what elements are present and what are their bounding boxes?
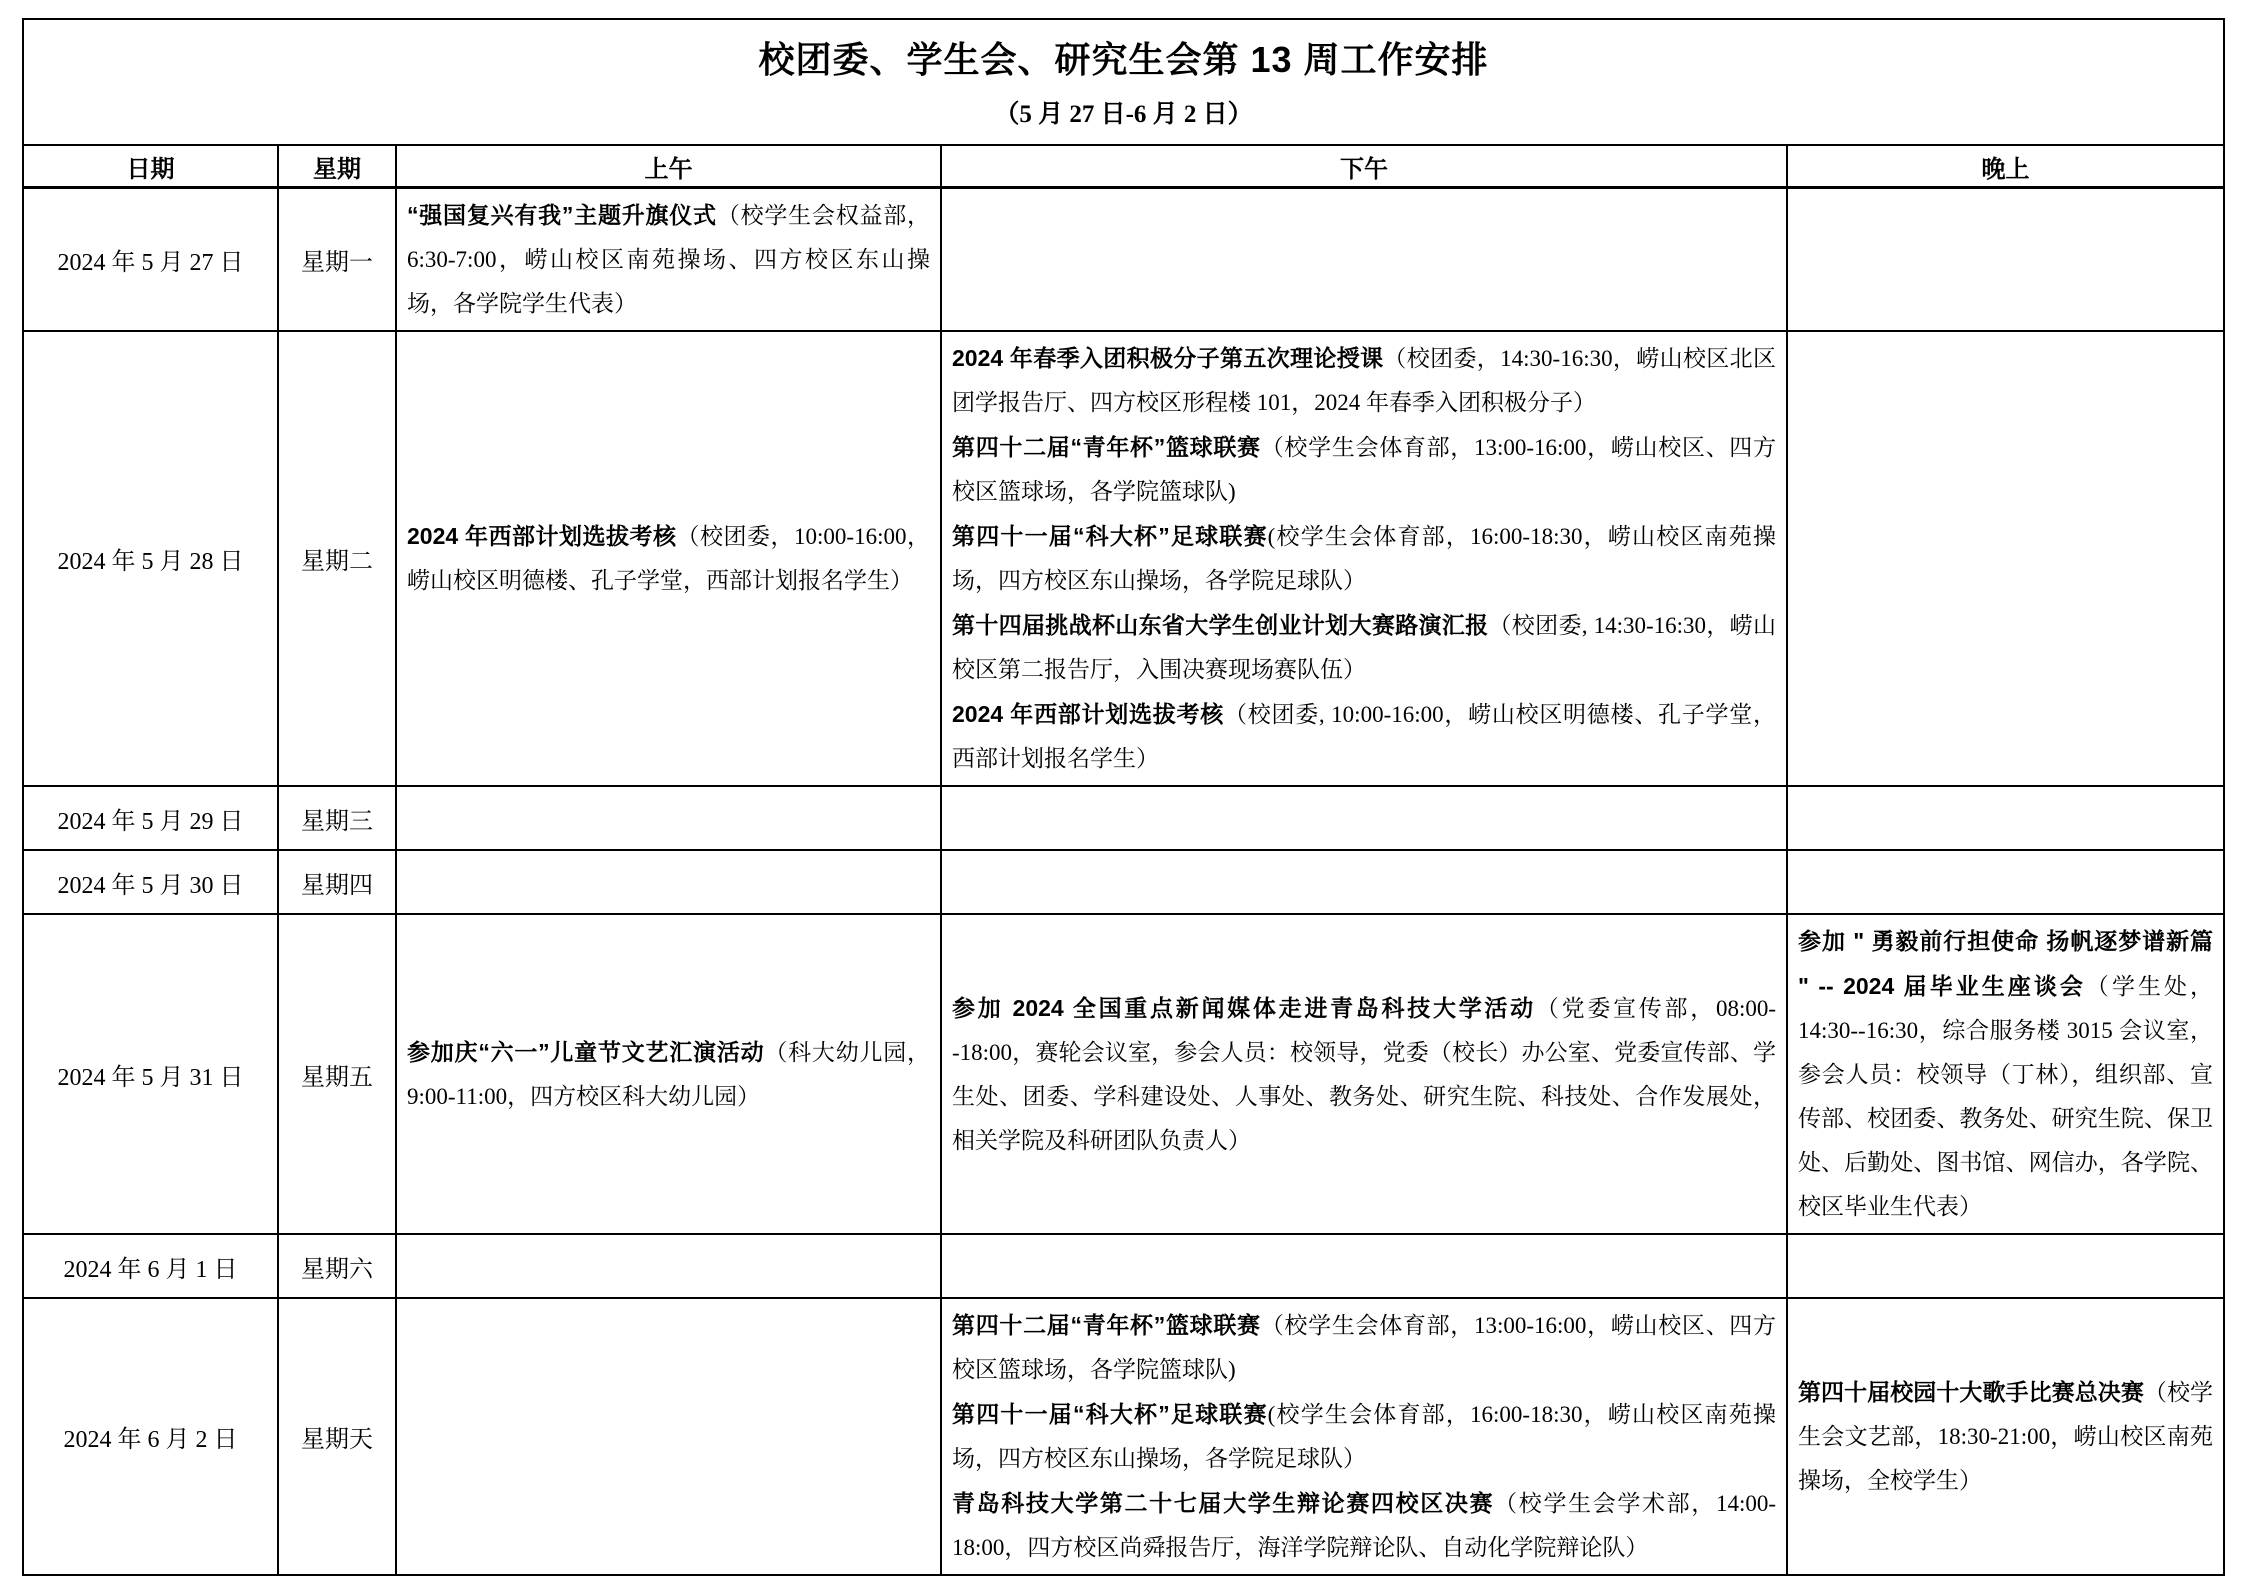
schedule-item: 2024 年西部计划选拔考核（校团委, 10:00-16:00，崂山校区明德楼、孔子学堂，西部计划报名学生）	[952, 701, 1776, 771]
col-header-morning: 上午	[396, 145, 941, 188]
schedule-item-title: 第四十一届“科大杯”足球联赛	[952, 523, 1268, 549]
schedule-item: 参加庆“六一”儿童节文艺汇演活动（科大幼儿园，9:00-11:00，四方校区科大幼儿园）	[407, 1038, 931, 1109]
weekday-cell: 星期五	[278, 914, 396, 1234]
schedule-item-title: 2024 年春季入团积极分子第五次理论授课	[952, 345, 1384, 371]
evening-cell	[1787, 1298, 2224, 1575]
schedule-item-title: 2024 年西部计划选拔考核	[407, 523, 677, 549]
schedule-item-title: 青岛科技大学第二十七届大学生辩论赛四校区决赛	[952, 1490, 1495, 1516]
table-row	[23, 914, 2224, 1234]
page-subtitle: （5 月 27 日-6 月 2 日）	[994, 101, 1253, 128]
weekday-cell: 星期二	[278, 331, 396, 786]
table-row	[23, 331, 2224, 786]
schedule-item: 第四十二届“青年杯”篮球联赛（校学生会体育部，13:00-16:00，崂山校区、四方校区篮球场，各学院篮球队)	[952, 434, 1776, 504]
page-title: 校团委、学生会、研究生会第 13 周工作安排	[758, 39, 1489, 80]
schedule-item: 第十四届挑战杯山东省大学生创业计划大赛路演汇报（校团委, 14:30-16:30，崂山校区第二报告厅，入围决赛现场赛队伍）	[952, 612, 1777, 682]
schedule-item: 2024 年西部计划选拔考核（校团委，10:00-16:00，崂山校区明德楼、孔子学堂，西部计划报名学生）	[407, 523, 930, 593]
schedule-item: 第四十届校园十大歌手比赛总决赛（校学生会文艺部，18:30-21:00，崂山校区南苑操场，全校学生）	[1798, 1379, 2214, 1493]
schedule-item-title: 第四十二届“青年杯”篮球联赛	[952, 434, 1261, 460]
evening-cell	[1787, 786, 2224, 850]
weekday-cell: 星期三	[278, 786, 396, 850]
morning-cell	[396, 850, 941, 914]
col-header-afternoon: 下午	[941, 145, 1787, 188]
morning-cell	[396, 331, 941, 786]
morning-cell	[396, 786, 941, 850]
schedule-item: 参加 " 勇毅前行担使命 扬帆逐梦谱新篇 " -- 2024 届毕业生座谈会（学生处，14:30--16:30，综合服务楼 3015 会议室，参会人员：校领导（丁林），组织部、宣传部、校团委、教务处、研究生院、保卫处、后勤处、图书馆、网信办，各学院、校区毕业生代表）	[1798, 928, 2214, 1219]
schedule-item: “强国复兴有我”主题升旗仪式（校学生会权益部，6:30-7:00，崂山校区南苑操场、四方校区东山操场，各学院学生代表）	[407, 202, 931, 316]
schedule-item: 第四十二届“青年杯”篮球联赛（校学生会体育部，13:00-16:00，崂山校区、四方校区篮球场，各学院篮球队)	[952, 1312, 1776, 1382]
date-cell: 2024 年 5 月 29 日	[23, 786, 278, 850]
table-body	[23, 188, 2224, 1576]
table-row	[23, 850, 2224, 914]
table-row	[23, 786, 2224, 850]
date-cell: 2024 年 6 月 1 日	[23, 1234, 278, 1298]
schedule-item-title: 参加庆“六一”儿童节文艺汇演活动	[407, 1038, 765, 1065]
col-header-weekday: 星期	[278, 145, 396, 188]
weekday-cell: 星期一	[278, 188, 396, 332]
date-cell: 2024 年 5 月 30 日	[23, 850, 278, 914]
weekday-cell: 星期天	[278, 1298, 396, 1575]
afternoon-cell	[941, 1298, 1787, 1575]
afternoon-cell	[941, 188, 1787, 332]
schedule-item-title: 参加 2024 全国重点新闻媒体走进青岛科技大学活动	[952, 994, 1536, 1021]
weekday-cell: 星期六	[278, 1234, 396, 1298]
schedule-item: 2024 年春季入团积极分子第五次理论授课（校团委，14:30-16:30，崂山校区北区团学报告厅、四方校区形程楼 101，2024 年春季入团积极分子）	[952, 345, 1776, 415]
morning-cell	[396, 1234, 941, 1298]
title-cell	[23, 19, 2224, 145]
schedule-item-title: 第十四届挑战杯山东省大学生创业计划大赛路演汇报	[952, 612, 1489, 638]
schedule-item: 参加 2024 全国重点新闻媒体走进青岛科技大学活动（党委宣传部，08:00--18:00，赛轮会议室，参会人员：校领导，党委（校长）办公室、党委宣传部、学生处、团委、学科建设处、人事处、教务处、研究生院、科技处、合作发展处，相关学院及科研团队负责人）	[952, 994, 1776, 1153]
morning-cell	[396, 914, 941, 1234]
schedule-item-title: 参加 " 勇毅前行担使命 扬帆逐梦谱新篇 " -- 2024 届毕业生座谈会	[1798, 928, 2214, 999]
afternoon-cell	[941, 786, 1787, 850]
table-row	[23, 1298, 2224, 1575]
evening-cell	[1787, 1234, 2224, 1298]
evening-cell	[1787, 914, 2224, 1234]
schedule-item-title: “强国复兴有我”主题升旗仪式	[407, 202, 717, 228]
date-cell: 2024 年 5 月 31 日	[23, 914, 278, 1234]
table-row	[23, 188, 2224, 332]
document-sheet	[22, 18, 2223, 1576]
col-header-evening: 晚上	[1787, 145, 2224, 188]
evening-cell	[1787, 188, 2224, 332]
col-header-date: 日期	[23, 145, 278, 188]
schedule-item: 第四十一届“科大杯”足球联赛(校学生会体育部，16:00-18:30，崂山校区南苑操场，四方校区东山操场，各学院足球队）	[952, 523, 1777, 593]
weekday-cell: 星期四	[278, 850, 396, 914]
morning-cell	[396, 1298, 941, 1575]
title-row	[23, 19, 2224, 145]
column-header-row	[23, 145, 2224, 188]
schedule-item-title: 第四十一届“科大杯”足球联赛	[952, 1401, 1268, 1427]
evening-cell	[1787, 850, 2224, 914]
afternoon-cell	[941, 1234, 1787, 1298]
schedule-item-title: 第四十二届“青年杯”篮球联赛	[952, 1312, 1261, 1338]
table-row	[23, 1234, 2224, 1298]
morning-cell	[396, 188, 941, 332]
afternoon-cell	[941, 850, 1787, 914]
schedule-item: 青岛科技大学第二十七届大学生辩论赛四校区决赛（校学生会学术部，14:00-18:00，四方校区尚舜报告厅，海洋学院辩论队、自动化学院辩论队）	[952, 1490, 1776, 1560]
date-cell: 2024 年 5 月 27 日	[23, 188, 278, 332]
afternoon-cell	[941, 914, 1787, 1234]
evening-cell	[1787, 331, 2224, 786]
schedule-table	[22, 18, 2225, 1576]
date-cell: 2024 年 5 月 28 日	[23, 331, 278, 786]
date-cell: 2024 年 6 月 2 日	[23, 1298, 278, 1575]
schedule-item: 第四十一届“科大杯”足球联赛(校学生会体育部，16:00-18:30，崂山校区南苑操场，四方校区东山操场，各学院足球队）	[952, 1401, 1777, 1471]
schedule-item-title: 2024 年西部计划选拔考核	[952, 701, 1224, 727]
afternoon-cell	[941, 331, 1787, 786]
schedule-item-title: 第四十届校园十大歌手比赛总决赛	[1798, 1379, 2144, 1405]
